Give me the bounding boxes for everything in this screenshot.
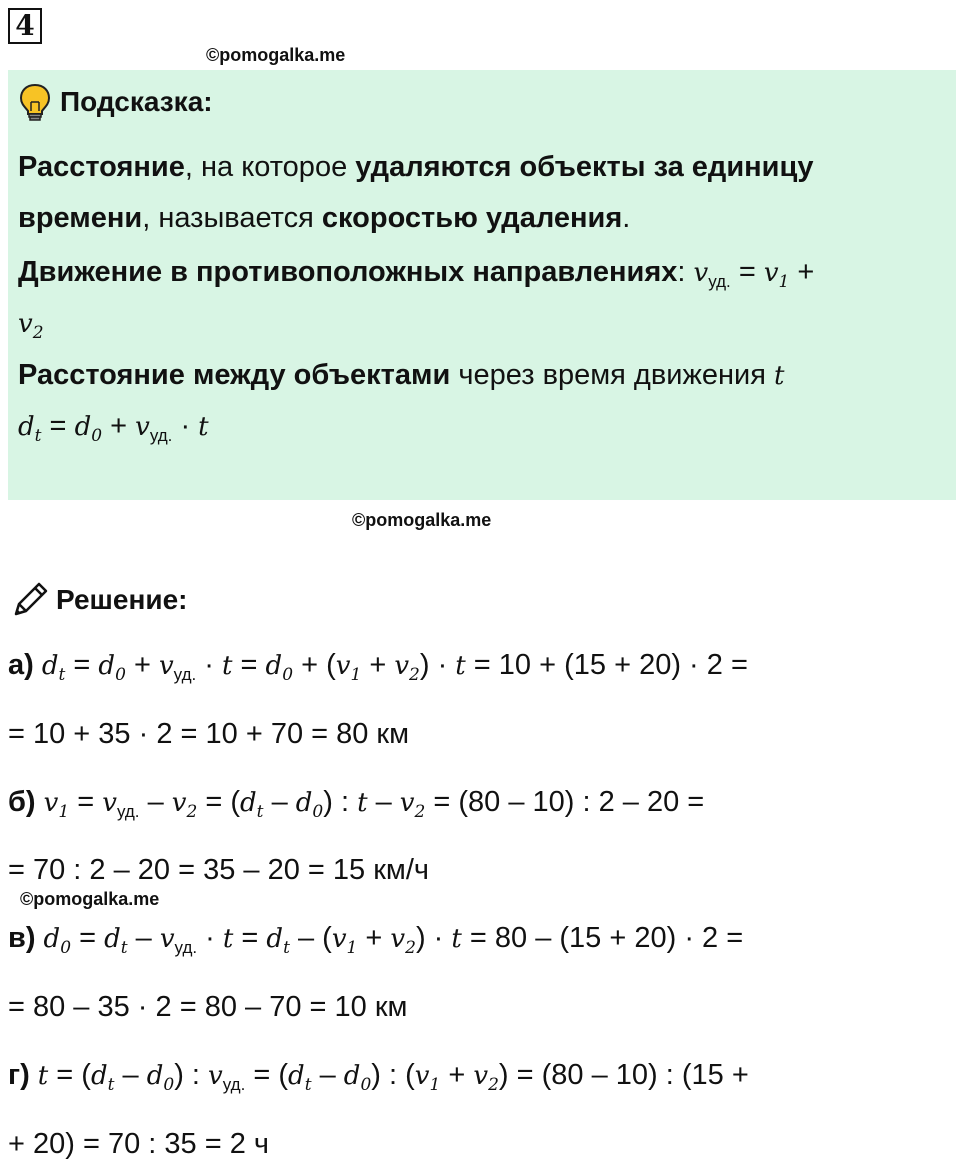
term-objects: удаляются объекты за единицу bbox=[355, 151, 814, 183]
solution-title bbox=[10, 578, 187, 622]
hint-title bbox=[18, 82, 213, 122]
hint-line-4 bbox=[18, 303, 44, 353]
hint-line-3 bbox=[18, 252, 814, 302]
formula-d0: $d_0$ bbox=[74, 412, 103, 446]
hint-title-text: Подсказка: bbox=[60, 86, 213, 117]
item-label-b: б) bbox=[8, 786, 44, 818]
hint-text: + bbox=[789, 256, 815, 288]
solution-g-line-1: г) $t = (d_t - d_0)$ : $v_{уд.} = (d_t - d_0)$ : $(v_1 + v_2) = (80 - 10)$ : (15 + bbox=[8, 1059, 749, 1095]
solution-v-line-1: в) $d_0 = d_t - v_{уд.} \cdot t = d_t - (v_1 + v_2) \cdot t = 80 - (15 + 20) \cdot 2$ = bbox=[8, 922, 744, 958]
term-time: времени bbox=[18, 202, 143, 234]
pencil-icon bbox=[10, 580, 50, 620]
hint-line-6: $d_t = d_0 + v_{уд.} \cdot t$ bbox=[18, 410, 209, 446]
formula-dt: $d_t$ bbox=[18, 412, 42, 446]
item-label-g: г) bbox=[8, 1059, 38, 1091]
item-label-v: в) bbox=[8, 922, 44, 954]
formula-v2: $v_2$ bbox=[18, 309, 44, 343]
watermark-middle: ©pomogalka.me bbox=[352, 510, 492, 530]
hint-text: , на которое bbox=[184, 151, 356, 183]
term-distance-between: Расстояние между объектами bbox=[18, 359, 451, 391]
solution-g-line-2: + 20) = 70 : 35 = 2 ч bbox=[8, 1128, 269, 1160]
lightbulb-icon bbox=[18, 83, 52, 121]
term-opposite-motion: Движение в противоположных направлениях bbox=[18, 256, 678, 288]
solution-a-line-2: = 10 + 35 · 2 = 10 + 70 = 80 км bbox=[8, 718, 410, 750]
watermark-lower: ©pomogalka.me bbox=[20, 889, 160, 909]
hint-line-1 bbox=[18, 147, 813, 187]
hint-line-2 bbox=[18, 198, 630, 238]
solution-title-text: Решение: bbox=[56, 584, 188, 615]
formula-t: t bbox=[198, 412, 209, 442]
solution-b-line-1: б) $v_1 = v_{уд.} - v_2 = (d_t - d_0)$ : $t - v_2 = (80 - 10)$ : 2 – 20 = bbox=[8, 786, 705, 822]
solution-b-line-2: = 70 : 2 – 20 = 35 – 20 = 15 км/ч bbox=[8, 854, 430, 886]
formula-speed: $v_{уд.}$ bbox=[693, 258, 731, 291]
hint-text: . bbox=[622, 202, 631, 234]
hint-text: , называется bbox=[142, 202, 322, 234]
hint-line-5 bbox=[18, 355, 784, 396]
formula-t: t bbox=[773, 361, 785, 391]
term-distance: Расстояние bbox=[18, 151, 185, 183]
task-number: 4 bbox=[8, 8, 42, 44]
hint-text: = bbox=[730, 256, 764, 288]
item-label-a: а) bbox=[8, 649, 42, 681]
hint-text: через время движения bbox=[450, 359, 774, 391]
watermark-top: ©pomogalka.me bbox=[206, 45, 346, 65]
solution-a-line-1: а) $d_t = d_0 + v_{уд.} \cdot t = d_0 + (v_1 + v_2) \cdot t = 10 + (15 + 20) \cdot 2$ = bbox=[8, 649, 748, 685]
hint-text: : bbox=[677, 256, 694, 288]
solution-v-line-2: = 80 – 35 · 2 = 80 – 70 = 10 км bbox=[8, 991, 408, 1023]
formula-vud: $v_{уд.}$ bbox=[135, 412, 173, 445]
formula-v1: $v_1$ bbox=[763, 258, 790, 292]
term-removal-speed: скоростью удаления bbox=[321, 202, 623, 234]
